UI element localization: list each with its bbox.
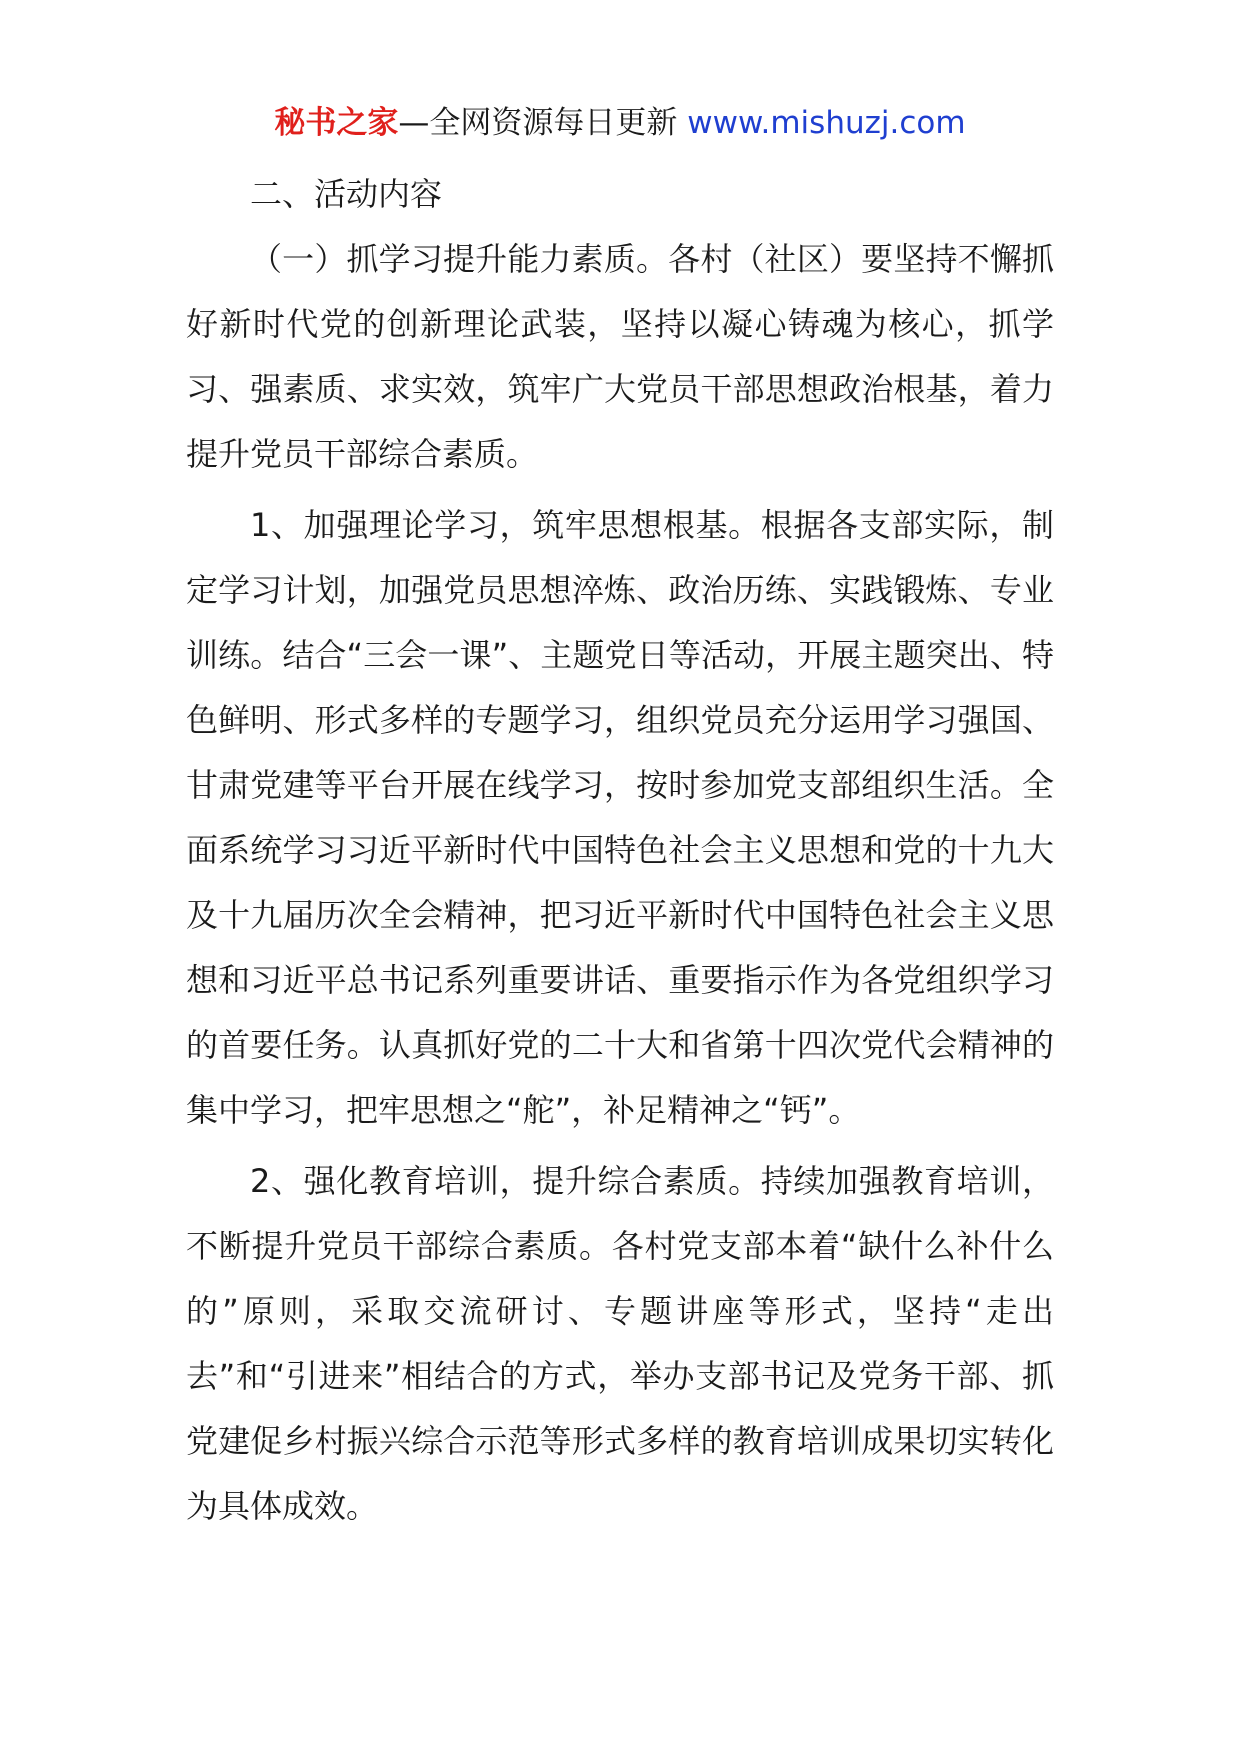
paragraph-2: 1、加强理论学习，筑牢思想根基。根据各支部实际，制定学习计划，加强党员思想淬炼、政治历练、实践锻炼、专业训练。结合“三会一课”、主题党日等活动，开展主题突出、特色鲜明、形式多样的专题学习，组织党员充分运用学习强国、甘肃党建等平台开展在线学习，按时参加党支部组织生活。全面系统学习习近平新时代中国特色社会主义思想和党的十九大及十九届历次全会精神，把习近平新时代中国特色社会主义思想和习近平总书记系列重要讲话、重要指示作为各党组织学习的首要任务。认真抓好党的二十大和省第十四次党代会精神的集中学习，把牢思想之“舵”，补足精神之“钙”。 (186, 506, 1054, 1129)
document-body (186, 162, 1054, 1539)
website-link[interactable]: www.mishuzj.com (687, 105, 966, 141)
brand-name: 秘书之家 (274, 105, 399, 141)
section-heading: 二、活动内容 (250, 175, 443, 213)
paragraph-3: 2、强化教育培训，提升综合素质。持续加强教育培训，不断提升党员干部综合素质。各村党支部本着“缺什么补什么的”原则，采取交流研讨、专题讲座等形式，坚持“走出去”和“引进来”相结合的方式，举办支部书记及党务干部、抓党建促乡村振兴综合示范等形式多样的教育培训成果切实转化为具体成效。 (186, 1162, 1054, 1525)
header-tagline: —全网资源每日更新 (398, 105, 688, 141)
paragraph-1: （一）抓学习提升能力素质。各村（社区）要坚持不懈抓好新时代党的创新理论武装，坚持以凝心铸魂为核心，抓学习、强素质、求实效，筑牢广大党员干部思想政治根基，着力提升党员干部综合素质。 (186, 240, 1054, 473)
page-header (0, 98, 1240, 148)
